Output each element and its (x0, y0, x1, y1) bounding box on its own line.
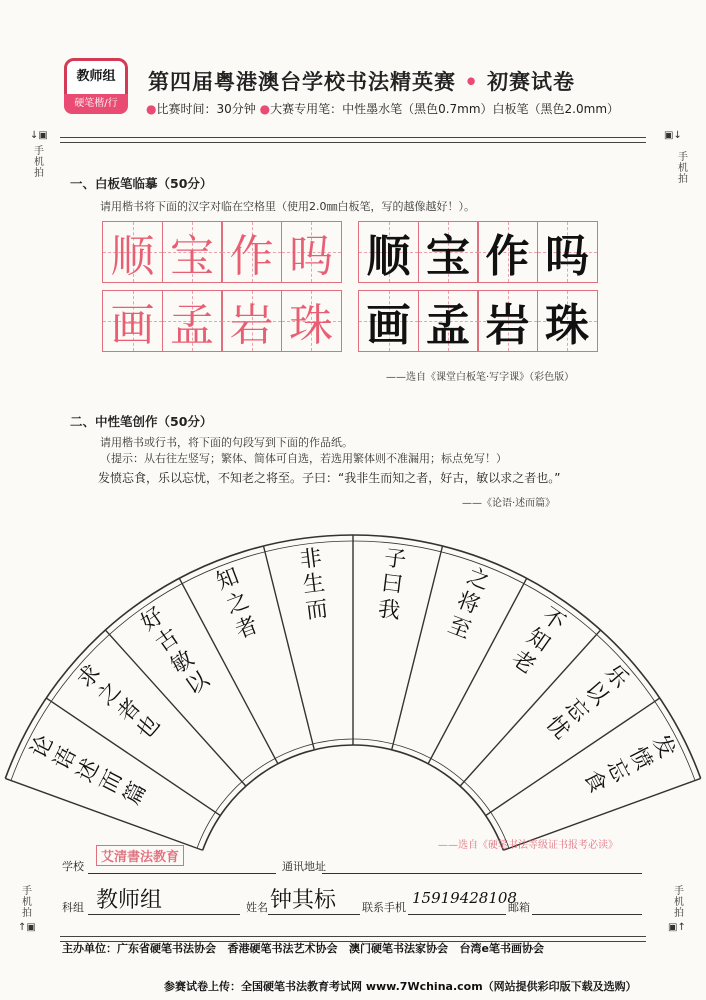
bullet-icon: ● (146, 102, 157, 116)
upload-info: 参赛试卷上传：全国硬笔书法教育考试网 www.7Wchina.com（网站提供彩印版下载及选购） (164, 980, 637, 993)
fan-char: 者 (112, 693, 146, 727)
fan-char: 好 (136, 602, 170, 637)
side-label-right-top: 手机拍 (678, 152, 688, 185)
camera-icon: ↓▣ (30, 130, 48, 141)
grid-cell (162, 290, 223, 352)
section1-heading: 一、白板笔临摹（50分） (70, 176, 213, 191)
written-char: 孟 (426, 300, 470, 351)
badge-title: 教师组 (76, 69, 116, 84)
fan-char: 知 (521, 624, 555, 658)
grid-cell (221, 290, 282, 352)
fan-char: 也 (132, 711, 166, 745)
model-char: 孟 (170, 300, 214, 351)
organizer: 广东省硬笔书法协会 (117, 942, 216, 955)
fan-char: 忘 (560, 693, 594, 727)
email-field[interactable] (532, 914, 642, 915)
fan-char: 非 (298, 545, 323, 573)
written-char: 作 (485, 231, 530, 282)
model-grid-row2 (102, 290, 342, 352)
fan-char: 愤 (624, 743, 657, 775)
written-char: 岩 (485, 300, 530, 351)
subject-value: 教师组 (96, 888, 163, 913)
name-label: 姓名 (246, 901, 268, 914)
practice-grid-row1 (358, 221, 598, 283)
fan-char: 而 (304, 596, 330, 625)
model-grid-row1 (102, 221, 342, 283)
grid-cell (477, 290, 538, 352)
model-char: 岩 (229, 300, 274, 351)
email-label: 邮箱 (508, 901, 530, 914)
badge-sub: 硬笔楷/行 (64, 94, 128, 114)
fan-arc (197, 739, 509, 848)
fan-char: 者 (231, 612, 262, 644)
camera-icon: ▣↓ (664, 130, 682, 141)
written-char: 珠 (545, 300, 589, 351)
organizer: 澳门硬笔书法家协会 (349, 942, 448, 955)
grid-cell (281, 290, 342, 352)
school-stamp: 艾清書法教育 (96, 845, 184, 866)
organizers (62, 940, 650, 956)
fan-char: 发 (647, 731, 680, 763)
fan-char: 乐 (599, 659, 633, 693)
model-char: 画 (110, 300, 155, 351)
fan-char: 述 (72, 754, 105, 786)
fan-char: 食 (577, 766, 611, 798)
grid-cell (418, 221, 479, 283)
fan-char: 古 (151, 624, 185, 658)
fan-char: 以 (181, 666, 215, 700)
phone-label: 联系手机 (362, 901, 406, 914)
fan-char: 我 (376, 596, 402, 625)
fan-char: 敏 (166, 645, 200, 679)
footer-rule-thin (60, 936, 646, 937)
address-label: 通讯地址 (282, 860, 326, 873)
bullet-icon: ● (259, 102, 271, 116)
camera-icon: ↑▣ (18, 922, 36, 933)
grid-cell (102, 221, 163, 283)
side-label-left-top: 手机拍 (34, 146, 44, 179)
section2-instruction2: （提示：从右往左竖写；繁体、简体可自选，若选用繁体则不准漏用；标点免写！） (100, 452, 507, 465)
fan-char: 知 (213, 564, 243, 596)
written-char: 宝 (426, 231, 470, 282)
name-field[interactable] (268, 914, 360, 915)
organizer: 香港硬笔书法艺术协会 (227, 942, 338, 955)
model-char: 珠 (289, 300, 333, 351)
fan-char: 至 (444, 612, 474, 644)
grid-cell (102, 290, 163, 352)
model-char: 顺 (110, 231, 155, 282)
grid-cell (477, 221, 538, 283)
exam-time: 比赛时间：30分钟 (156, 102, 256, 116)
fan-char: 忧 (540, 711, 574, 745)
fan-char: 以 (579, 676, 614, 710)
grid-cell (162, 221, 223, 283)
exam-pen: 大赛专用笔：中性墨水笔（黑色0.7mm）白板笔（黑色2.0mm） (270, 102, 620, 116)
name-value: 钟其标 (270, 888, 337, 913)
fan-char: 篇 (119, 778, 152, 810)
grid-cell (358, 221, 419, 283)
fan-char: 子 (383, 545, 408, 573)
section1-instruction: 请用楷书将下面的汉字对临在空格里（使用2.0㎜白板笔，写的越像越好！）。 (100, 200, 475, 213)
grid-cell (537, 290, 598, 352)
grid-cell (281, 221, 342, 283)
fan-char: 之 (222, 588, 253, 620)
camera-icon: ▣↑ (668, 922, 686, 933)
fan-char: 之 (92, 676, 127, 710)
side-label-left-bottom: 手机拍 (22, 886, 32, 919)
practice-grid-row2 (358, 290, 598, 352)
fan-char: 而 (95, 766, 129, 798)
fan-char: 曰 (379, 571, 405, 599)
fan-char: 之 (463, 564, 493, 596)
passage-source: ——《论语·述而篇》 (462, 498, 556, 509)
organizer: 台湾e笔书画协会 (459, 942, 544, 955)
fan-char: 生 (301, 571, 327, 599)
model-char: 作 (229, 231, 274, 282)
subject-label: 科组 (62, 901, 84, 914)
written-char: 吗 (545, 231, 589, 282)
grid-cell (418, 290, 479, 352)
phone-field[interactable] (408, 914, 506, 915)
fan-char: 求 (73, 659, 107, 693)
organizer-label: 主办单位： (62, 942, 117, 955)
passage-text: 发愤忘食，乐以忘忧，不知老之将至。子曰：“我非生而知之者，好古，敏以求之者也。” (98, 471, 561, 485)
school-field[interactable] (88, 873, 276, 874)
written-char: 顺 (366, 231, 411, 282)
title-main: 第四届粤港澳台学校书法精英赛 (148, 69, 456, 94)
title-suffix: 初赛试卷 (487, 69, 576, 94)
grid-cell (221, 221, 282, 283)
fan-char: 论 (26, 731, 59, 763)
address-field[interactable] (322, 873, 642, 874)
side-label-right-bottom: 手机拍 (674, 886, 684, 919)
phone-value: 15919428108 (412, 889, 517, 907)
title-separator: • (464, 69, 479, 94)
grid-cell (537, 221, 598, 283)
grid-cell (358, 290, 419, 352)
model-char: 宝 (170, 231, 214, 282)
model-char: 吗 (289, 231, 333, 282)
section2-heading: 二、中性笔创作（50分） (70, 414, 213, 429)
fan-source: ——选自《硬笔书法等级证书报考必读》 (438, 840, 618, 851)
fan-char: 不 (536, 602, 570, 637)
fan-char: 将 (453, 588, 484, 620)
fan-arc (203, 745, 504, 850)
school-label: 学校 (62, 860, 84, 873)
fan-char: 语 (49, 743, 82, 775)
fan-char: 老 (506, 645, 540, 679)
fan-char: 忘 (601, 754, 634, 786)
section2-instruction1: 请用楷书或行书，将下面的句段写到下面的作品纸。 (100, 436, 353, 449)
section1-source: ——选自《课堂白板笔·写字课》（彩色版） (386, 372, 575, 383)
subject-field[interactable] (88, 914, 240, 915)
written-char: 画 (366, 300, 411, 351)
